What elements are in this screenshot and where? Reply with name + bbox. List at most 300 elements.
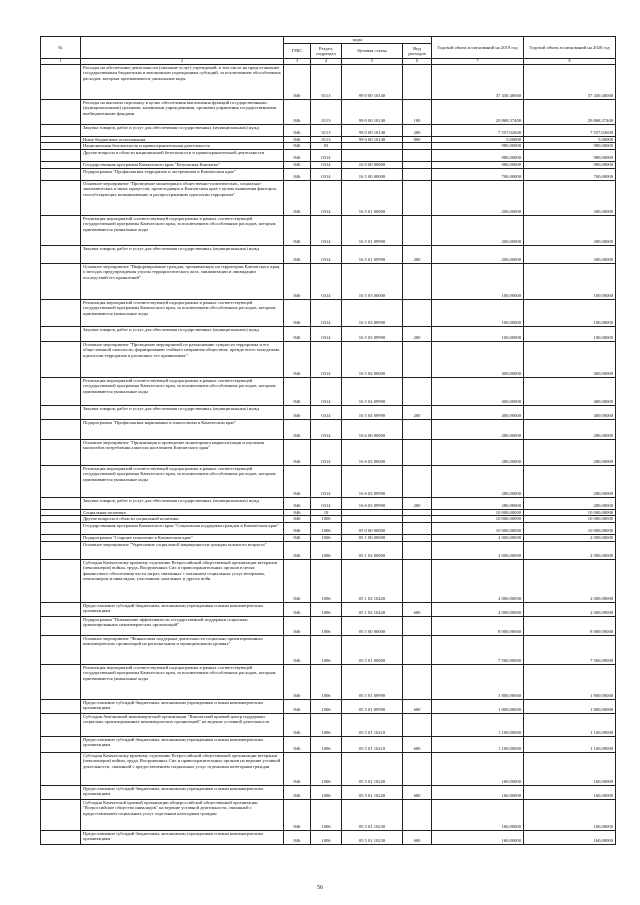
table-row xyxy=(41,752,616,785)
cell-name: Предоставление субсидий бюджетным, автономным учреждениям и иным некоммерческим организациям xyxy=(81,602,284,616)
cell-target: 05 5 00 00000 xyxy=(342,616,403,635)
header-grbs: ГРБС xyxy=(284,44,311,59)
cell-vid xyxy=(403,541,432,559)
cell-grbs: 846 xyxy=(284,785,311,799)
cell-name: Подпрограмма "Профилактика терроризма и экстремизма в Камчатском крае" xyxy=(81,168,284,180)
table-row xyxy=(41,602,616,616)
cell-amount-2019: 280,00000 xyxy=(432,419,524,439)
col-index: 2 xyxy=(81,59,284,65)
cell-num xyxy=(41,215,81,245)
cell-grbs: 846 xyxy=(284,263,311,299)
cell-amount-2019: 400,00000 xyxy=(432,341,524,377)
budget-document xyxy=(40,36,615,845)
cell-razdel: 1006 xyxy=(311,559,342,602)
cell-target: 05 5 01 10210 xyxy=(342,713,403,736)
cell-target: 16 6 03 09990 xyxy=(342,465,403,497)
cell-razdel: 0113 xyxy=(311,99,342,124)
cell-vid: 600 xyxy=(403,830,432,844)
cell-target: 05 5 01 10210 xyxy=(342,736,403,752)
cell-vid xyxy=(403,534,432,541)
cell-num xyxy=(41,516,81,523)
header-num: № xyxy=(41,37,81,59)
cell-razdel: 0314 xyxy=(311,405,342,419)
cell-name: Основное мероприятие "Проведение мониторинга общественно-политических, социально-экономических и иных процессов, происходящих в Камчатском крае с целью выявления факторов, способствующих возникновению и распространению идеологии терроризма" xyxy=(81,180,284,215)
cell-amount-2020: 10 000,00000 xyxy=(524,509,616,516)
cell-vid: 200 xyxy=(403,405,432,419)
table-row xyxy=(41,699,616,713)
cell-amount-2020: 160,00000 xyxy=(524,799,616,830)
cell-grbs: 846 xyxy=(284,168,311,180)
cell-num xyxy=(41,785,81,799)
cell-num xyxy=(41,124,81,136)
table-row xyxy=(41,830,616,844)
cell-num xyxy=(41,534,81,541)
cell-razdel: 0314 xyxy=(311,149,342,161)
cell-grbs: 846 xyxy=(284,635,311,664)
col-index: 3 xyxy=(284,59,311,65)
cell-grbs: 846 xyxy=(284,534,311,541)
cell-razdel: 0314 xyxy=(311,215,342,245)
cell-num xyxy=(41,180,81,215)
table-row xyxy=(41,516,616,523)
cell-target: 05 1 00 00000 xyxy=(342,534,403,541)
cell-num xyxy=(41,497,81,509)
cell-name: Предоставление субсидий бюджетным, автономным учреждениям и иным некоммерческим организациям xyxy=(81,830,284,844)
cell-name: Подпрограмма "Повышение эффективности государственной поддержки социально ориентированных некоммерческих организаций" xyxy=(81,616,284,635)
cell-vid: 200 xyxy=(403,245,432,263)
cell-target: 05 5 01 10220 xyxy=(342,785,403,799)
cell-grbs: 846 xyxy=(284,161,311,168)
cell-target xyxy=(342,149,403,161)
cell-vid xyxy=(403,616,432,635)
cell-name: Основное мероприятие "Организация и проведение мониторинга наркоситуации и изучения масштабов потребления алкоголя населением Камчатского края" xyxy=(81,439,284,465)
cell-amount-2020: 200,00000 xyxy=(524,215,616,245)
cell-amount-2020: 980,00000 xyxy=(524,143,616,150)
cell-target: 05 1 02 10420 xyxy=(342,602,403,616)
cell-razdel: 0314 xyxy=(311,263,342,299)
cell-grbs: 846 xyxy=(284,713,311,736)
col-index: 7 xyxy=(432,59,524,65)
cell-num xyxy=(41,64,81,99)
cell-num xyxy=(41,439,81,465)
cell-name: Другие вопросы в области социальной политики xyxy=(81,516,284,523)
cell-grbs: 846 xyxy=(284,143,311,150)
cell-grbs: 846 xyxy=(284,124,311,136)
header-amount-2020: Годовой объем ассигнований на 2020 год xyxy=(524,37,616,59)
cell-razdel: 0314 xyxy=(311,168,342,180)
cell-razdel: 0113 xyxy=(311,64,342,99)
table-row xyxy=(41,559,616,602)
cell-grbs: 846 xyxy=(284,419,311,439)
cell-num xyxy=(41,465,81,497)
cell-amount-2020: 7 560,00000 xyxy=(524,635,616,664)
cell-num xyxy=(41,616,81,635)
cell-amount-2019: 2 000,00000 xyxy=(432,534,524,541)
cell-vid xyxy=(403,752,432,785)
cell-vid: 200 xyxy=(403,326,432,341)
cell-vid xyxy=(403,635,432,664)
header-codes: коды xyxy=(284,37,432,44)
cell-amount-2019: 100,00000 xyxy=(432,263,524,299)
cell-razdel: 0314 xyxy=(311,180,342,215)
cell-amount-2020: 400,00000 xyxy=(524,377,616,405)
cell-num xyxy=(41,161,81,168)
cell-razdel: 0314 xyxy=(311,439,342,465)
table-row xyxy=(41,439,616,465)
table-row xyxy=(41,465,616,497)
cell-amount-2020: 10 000,00000 xyxy=(524,522,616,534)
header-target: Целевая статья xyxy=(342,44,403,59)
cell-amount-2019: 980,00000 xyxy=(432,161,524,168)
table-row xyxy=(41,509,616,516)
cell-grbs: 846 xyxy=(284,405,311,419)
cell-amount-2019: 2 000,00000 xyxy=(432,559,524,602)
cell-amount-2019: 7 557,02600 xyxy=(432,124,524,136)
cell-target: 05 1 02 10420 xyxy=(342,559,403,602)
cell-grbs: 846 xyxy=(284,439,311,465)
cell-target: 16 6 03 00000 xyxy=(342,439,403,465)
cell-amount-2020: 400,00000 xyxy=(524,405,616,419)
cell-grbs: 846 xyxy=(284,699,311,713)
table-row xyxy=(41,299,616,326)
cell-amount-2020: 100,00000 xyxy=(524,299,616,326)
cell-name: Субсидия Автономной некоммерческой организации "Камчатский краевой центр поддержки социально ориентированных некоммерческих организаций" на ведение уставной деятельности xyxy=(81,713,284,736)
cell-num xyxy=(41,99,81,124)
col-index: 8 xyxy=(524,59,616,65)
table-row xyxy=(41,799,616,830)
table-row xyxy=(41,341,616,377)
cell-num xyxy=(41,143,81,150)
cell-amount-2019: 200,00000 xyxy=(432,215,524,245)
cell-target xyxy=(342,143,403,150)
table-row xyxy=(41,143,616,150)
cell-razdel: 0314 xyxy=(311,299,342,326)
cell-num xyxy=(41,830,81,844)
cell-amount-2020: 5,00000 xyxy=(524,136,616,143)
cell-razdel: 0314 xyxy=(311,326,342,341)
cell-num xyxy=(41,509,81,516)
table-row xyxy=(41,64,616,99)
table-row xyxy=(41,245,616,263)
cell-target: 16 6 03 09990 xyxy=(342,497,403,509)
table-row xyxy=(41,635,616,664)
cell-target: 99 0 00 10140 xyxy=(342,136,403,143)
cell-target: 99 0 00 10140 xyxy=(342,99,403,124)
cell-grbs: 846 xyxy=(284,559,311,602)
cell-num xyxy=(41,263,81,299)
cell-amount-2019: 29 868,37400 xyxy=(432,99,524,124)
cell-grbs: 846 xyxy=(284,180,311,215)
table-row xyxy=(41,215,616,245)
cell-amount-2019: 400,00000 xyxy=(432,377,524,405)
cell-target: 05 1 02 00000 xyxy=(342,541,403,559)
cell-razdel: 0113 xyxy=(311,124,342,136)
cell-vid xyxy=(403,559,432,602)
cell-amount-2020: 280,00000 xyxy=(524,465,616,497)
cell-amount-2020: 700,00000 xyxy=(524,168,616,180)
cell-razdel: 0314 xyxy=(311,377,342,405)
cell-razdel: 0314 xyxy=(311,465,342,497)
cell-name: Реализация мероприятий соответствующей подпрограммы в рамках соответствующей государственной программы Камчатского края, за исключением обособленных расходов, которым присваиваются уникальные коды xyxy=(81,664,284,699)
cell-grbs: 846 xyxy=(284,616,311,635)
cell-razdel: 1006 xyxy=(311,664,342,699)
col-index: 5 xyxy=(342,59,403,65)
cell-amount-2019: 5,00000 xyxy=(432,136,524,143)
cell-num xyxy=(41,713,81,736)
cell-name: Государственная программа Камчатского края "Безопасная Камчатка" xyxy=(81,161,284,168)
cell-name: Реализация мероприятий соответствующей подпрограммы в рамках соответствующей государственной программы Камчатского края, за исключением обособленных расходов, которым присваиваются уникальные коды xyxy=(81,465,284,497)
cell-vid xyxy=(403,465,432,497)
cell-target: 05 5 01 10220 xyxy=(342,752,403,785)
cell-amount-2019: 980,00000 xyxy=(432,149,524,161)
cell-razdel: 0314 xyxy=(311,245,342,263)
cell-name: Предоставление субсидий бюджетным, автономным учреждениям и иным некоммерческим организациям xyxy=(81,785,284,799)
cell-target xyxy=(342,509,403,516)
cell-vid xyxy=(403,215,432,245)
cell-num xyxy=(41,245,81,263)
cell-grbs: 846 xyxy=(284,245,311,263)
cell-amount-2020: 400,00000 xyxy=(524,341,616,377)
cell-amount-2019: 160,00000 xyxy=(432,830,524,844)
cell-target: 16 5 00 00000 xyxy=(342,168,403,180)
cell-name: Основное мероприятие "Проведение мероприятий по разъяснению сущности терроризма и его общественной опасности, формированию стойкого неприятия обществом, прежде всего молодежью, идеологии терроризма в различных его проявлениях" xyxy=(81,341,284,377)
cell-name: Основное мероприятие "Укрепление социальной защищенности граждан пожилого возраста" xyxy=(81,541,284,559)
cell-target: 05 5 01 09990 xyxy=(342,699,403,713)
cell-amount-2019: 100,00000 xyxy=(432,299,524,326)
cell-razdel: 1006 xyxy=(311,736,342,752)
cell-amount-2020: 200,00000 xyxy=(524,245,616,263)
cell-amount-2019: 980,00000 xyxy=(432,143,524,150)
cell-target: 16 6 00 00000 xyxy=(342,419,403,439)
cell-num xyxy=(41,664,81,699)
table-row xyxy=(41,263,616,299)
cell-amount-2020: 980,00000 xyxy=(524,149,616,161)
cell-amount-2019: 700,00000 xyxy=(432,168,524,180)
cell-grbs: 846 xyxy=(284,602,311,616)
table-row xyxy=(41,326,616,341)
table-row xyxy=(41,534,616,541)
cell-grbs: 846 xyxy=(284,799,311,830)
cell-vid xyxy=(403,149,432,161)
cell-name: Подпрограмма "Старшее поколение в Камчатском крае" xyxy=(81,534,284,541)
cell-num xyxy=(41,377,81,405)
cell-target: 16 5 03 00000 xyxy=(342,263,403,299)
cell-amount-2020: 29 868,37400 xyxy=(524,99,616,124)
cell-amount-2019: 200,00000 xyxy=(432,180,524,215)
cell-grbs: 846 xyxy=(284,215,311,245)
cell-target: 16 5 04 00000 xyxy=(342,341,403,377)
cell-grbs: 846 xyxy=(284,522,311,534)
cell-name: Предоставление субсидий бюджетным, автономным учреждениям и иным некоммерческим организациям xyxy=(81,699,284,713)
cell-amount-2019: 8 000,00000 xyxy=(432,616,524,635)
cell-name: Подпрограмма "Профилактика наркомании и алкоголизма в Камчатском крае" xyxy=(81,419,284,439)
table-row xyxy=(41,616,616,635)
cell-num xyxy=(41,736,81,752)
cell-name: Расходы на обеспечение деятельности (оказание услуг) учреждений, в том числе на предоставление государственным бюджетным и автономным учреждениям субсидий, за исключением обособленных расходов, которым присваиваются уникальные коды xyxy=(81,64,284,99)
cell-amount-2019: 10 000,00000 xyxy=(432,509,524,516)
cell-name: Предоставление субсидий бюджетным, автономным учреждениям и иным некоммерческим организациям xyxy=(81,736,284,752)
cell-name: Закупка товаров, работ и услуг для обеспечения государственных (муниципальных) нужд xyxy=(81,497,284,509)
cell-vid xyxy=(403,439,432,465)
cell-razdel: 1006 xyxy=(311,830,342,844)
cell-grbs: 846 xyxy=(284,377,311,405)
cell-amount-2020: 1 100,00000 xyxy=(524,713,616,736)
cell-num xyxy=(41,699,81,713)
cell-razdel: 1006 xyxy=(311,516,342,523)
cell-amount-2020: 160,00000 xyxy=(524,830,616,844)
cell-amount-2020: 2 000,00000 xyxy=(524,534,616,541)
cell-target: 05 5 01 10230 xyxy=(342,799,403,830)
cell-grbs: 846 xyxy=(284,99,311,124)
cell-vid: 600 xyxy=(403,736,432,752)
cell-target: 05 0 00 00000 xyxy=(342,522,403,534)
cell-name: Государственная программа Камчатского края "Социальная поддержка граждан в Камчатском крае" xyxy=(81,522,284,534)
page-number: 56 xyxy=(317,885,323,891)
cell-amount-2019: 10 000,00000 xyxy=(432,522,524,534)
cell-amount-2020: 100,00000 xyxy=(524,263,616,299)
cell-grbs: 846 xyxy=(284,326,311,341)
cell-vid xyxy=(403,299,432,326)
cell-vid xyxy=(403,419,432,439)
cell-amount-2019: 2 000,00000 xyxy=(432,541,524,559)
table-row xyxy=(41,377,616,405)
cell-num xyxy=(41,541,81,559)
cell-amount-2020: 37 430,40000 xyxy=(524,64,616,99)
cell-amount-2019: 280,00000 xyxy=(432,439,524,465)
header-name xyxy=(81,37,284,59)
cell-target: 16 5 04 09990 xyxy=(342,405,403,419)
cell-num xyxy=(41,326,81,341)
cell-grbs: 846 xyxy=(284,497,311,509)
table-row xyxy=(41,541,616,559)
cell-amount-2020: 160,00000 xyxy=(524,752,616,785)
table-row xyxy=(41,713,616,736)
cell-vid: 100 xyxy=(403,99,432,124)
cell-vid xyxy=(403,664,432,699)
cell-amount-2020: 100,00000 xyxy=(524,326,616,341)
cell-name: Национальная безопасность и правоохранительная деятельность xyxy=(81,143,284,150)
cell-name: Другие вопросы в области национальной безопасности и правоохранительной деятельности xyxy=(81,149,284,161)
cell-name: Реализация мероприятий соответствующей подпрограммы в рамках соответствующей государственной программы Камчатского края, за исключением обособленных расходов, которым присваиваются уникальные коды xyxy=(81,299,284,326)
cell-amount-2020: 2 000,00000 xyxy=(524,541,616,559)
cell-target xyxy=(342,516,403,523)
cell-num xyxy=(41,341,81,377)
cell-vid: 200 xyxy=(403,497,432,509)
table-row xyxy=(41,664,616,699)
cell-razdel: 03 xyxy=(311,143,342,150)
cell-vid xyxy=(403,516,432,523)
cell-grbs: 846 xyxy=(284,299,311,326)
cell-name: Закупка товаров, работ и услуг для обеспечения государственных (муниципальных) нужд xyxy=(81,245,284,263)
cell-target: 05 5 01 00000 xyxy=(342,635,403,664)
header-vid: Вид расходов xyxy=(403,44,432,59)
cell-amount-2019: 160,00000 xyxy=(432,785,524,799)
cell-razdel: 0113 xyxy=(311,136,342,143)
cell-grbs: 846 xyxy=(284,509,311,516)
cell-name: Основное мероприятие "Финансовая поддержка деятельности социально ориентированных некоммерческих организаций на региональном и муниципальном уровнях" xyxy=(81,635,284,664)
col-index: 4 xyxy=(311,59,342,65)
cell-num xyxy=(41,299,81,326)
cell-amount-2020: 160,00000 xyxy=(524,785,616,799)
cell-num xyxy=(41,752,81,785)
cell-name: Иные бюджетные ассигнования xyxy=(81,136,284,143)
header-razdel: Раздел, подраздел xyxy=(311,44,342,59)
cell-razdel: 1006 xyxy=(311,616,342,635)
cell-razdel: 1006 xyxy=(311,635,342,664)
cell-vid: 600 xyxy=(403,785,432,799)
cell-amount-2019: 2 000,00000 xyxy=(432,602,524,616)
table-row xyxy=(41,419,616,439)
cell-name: Закупка товаров, работ и услуг для обеспечения государственных (муниципальных) нужд xyxy=(81,124,284,136)
header-amount-2019: Годовой объем ассигнований на 2019 год xyxy=(432,37,524,59)
cell-razdel: 0314 xyxy=(311,497,342,509)
cell-name: Закупка товаров, работ и услуг для обеспечения государственных (муниципальных) нужд xyxy=(81,405,284,419)
cell-target: 99 0 00 10140 xyxy=(342,64,403,99)
cell-razdel: 1006 xyxy=(311,602,342,616)
cell-num xyxy=(41,522,81,534)
table-row xyxy=(41,522,616,534)
cell-name: Основное мероприятие "Информирование граждан, проживающих на территории Камчатского края, о методах предупреждения угрозы террористического акта, минимизации и ликвидации последствий его проявлений" xyxy=(81,263,284,299)
cell-razdel: 1006 xyxy=(311,522,342,534)
cell-razdel: 10 xyxy=(311,509,342,516)
cell-target: 05 5 01 10230 xyxy=(342,830,403,844)
cell-vid xyxy=(403,143,432,150)
cell-razdel: 1006 xyxy=(311,541,342,559)
cell-grbs: 846 xyxy=(284,341,311,377)
cell-amount-2019: 400,00000 xyxy=(432,405,524,419)
cell-amount-2020: 280,00000 xyxy=(524,439,616,465)
cell-grbs: 846 xyxy=(284,64,311,99)
cell-target: 05 5 01 09990 xyxy=(342,664,403,699)
cell-grbs: 846 xyxy=(284,149,311,161)
cell-grbs: 846 xyxy=(284,736,311,752)
cell-target: 16 5 01 00000 xyxy=(342,180,403,215)
cell-num xyxy=(41,136,81,143)
cell-target: 16 5 03 09990 xyxy=(342,299,403,326)
cell-amount-2019: 1 100,00000 xyxy=(432,736,524,752)
cell-amount-2020: 980,00000 xyxy=(524,161,616,168)
cell-vid xyxy=(403,64,432,99)
cell-grbs: 846 xyxy=(284,830,311,844)
cell-amount-2019: 37 430,40000 xyxy=(432,64,524,99)
cell-name: Закупка товаров, работ и услуг для обеспечения государственных (муниципальных) нужд xyxy=(81,326,284,341)
cell-razdel: 1006 xyxy=(311,713,342,736)
cell-razdel: 1006 xyxy=(311,799,342,830)
cell-name: Реализация мероприятий соответствующей подпрограммы в рамках соответствующей государственной программы Камчатского края, за исключением обособленных расходов, которым присваиваются уникальные коды xyxy=(81,215,284,245)
cell-name: Субсидия Камчатскому краевому отделению Всероссийской общественной организации ветеранов (пенсионеров) войны, труда, Вооруженных Сил и правоохранительных органов в целях финансового обеспечения части затрат, связанных с оказанием социальных услуг ветеранам, пенсионерам и инвалидам, участникам локальных и других войн xyxy=(81,559,284,602)
table-body xyxy=(41,64,616,844)
cell-grbs: 846 xyxy=(284,516,311,523)
cell-razdel: 1006 xyxy=(311,699,342,713)
cell-name: Субсидия Камчатской краевой организации общероссийской общественной организации "Всероссийское общество инвалидов" на ведение уставной деятельности, связанной с предоставлением социальных услуг отдельным категориям граждан xyxy=(81,799,284,830)
cell-num xyxy=(41,799,81,830)
cell-vid xyxy=(403,509,432,516)
cell-name: Реализация мероприятий соответствующей подпрограммы в рамках соответствующей государственной программы Камчатского края, за исключением обособленных расходов, которым присваиваются уникальные коды xyxy=(81,377,284,405)
cell-razdel: 1006 xyxy=(311,534,342,541)
cell-amount-2019: 1 800,00000 xyxy=(432,699,524,713)
cell-vid: 600 xyxy=(403,602,432,616)
cell-amount-2020: 10 000,00000 xyxy=(524,516,616,523)
cell-amount-2020: 280,00000 xyxy=(524,419,616,439)
cell-num xyxy=(41,602,81,616)
cell-vid: 200 xyxy=(403,124,432,136)
table-row xyxy=(41,99,616,124)
cell-razdel: 0314 xyxy=(311,419,342,439)
cell-amount-2019: 160,00000 xyxy=(432,752,524,785)
cell-target: 16 5 01 09990 xyxy=(342,215,403,245)
cell-amount-2019: 7 560,00000 xyxy=(432,635,524,664)
cell-amount-2020: 1 100,00000 xyxy=(524,736,616,752)
